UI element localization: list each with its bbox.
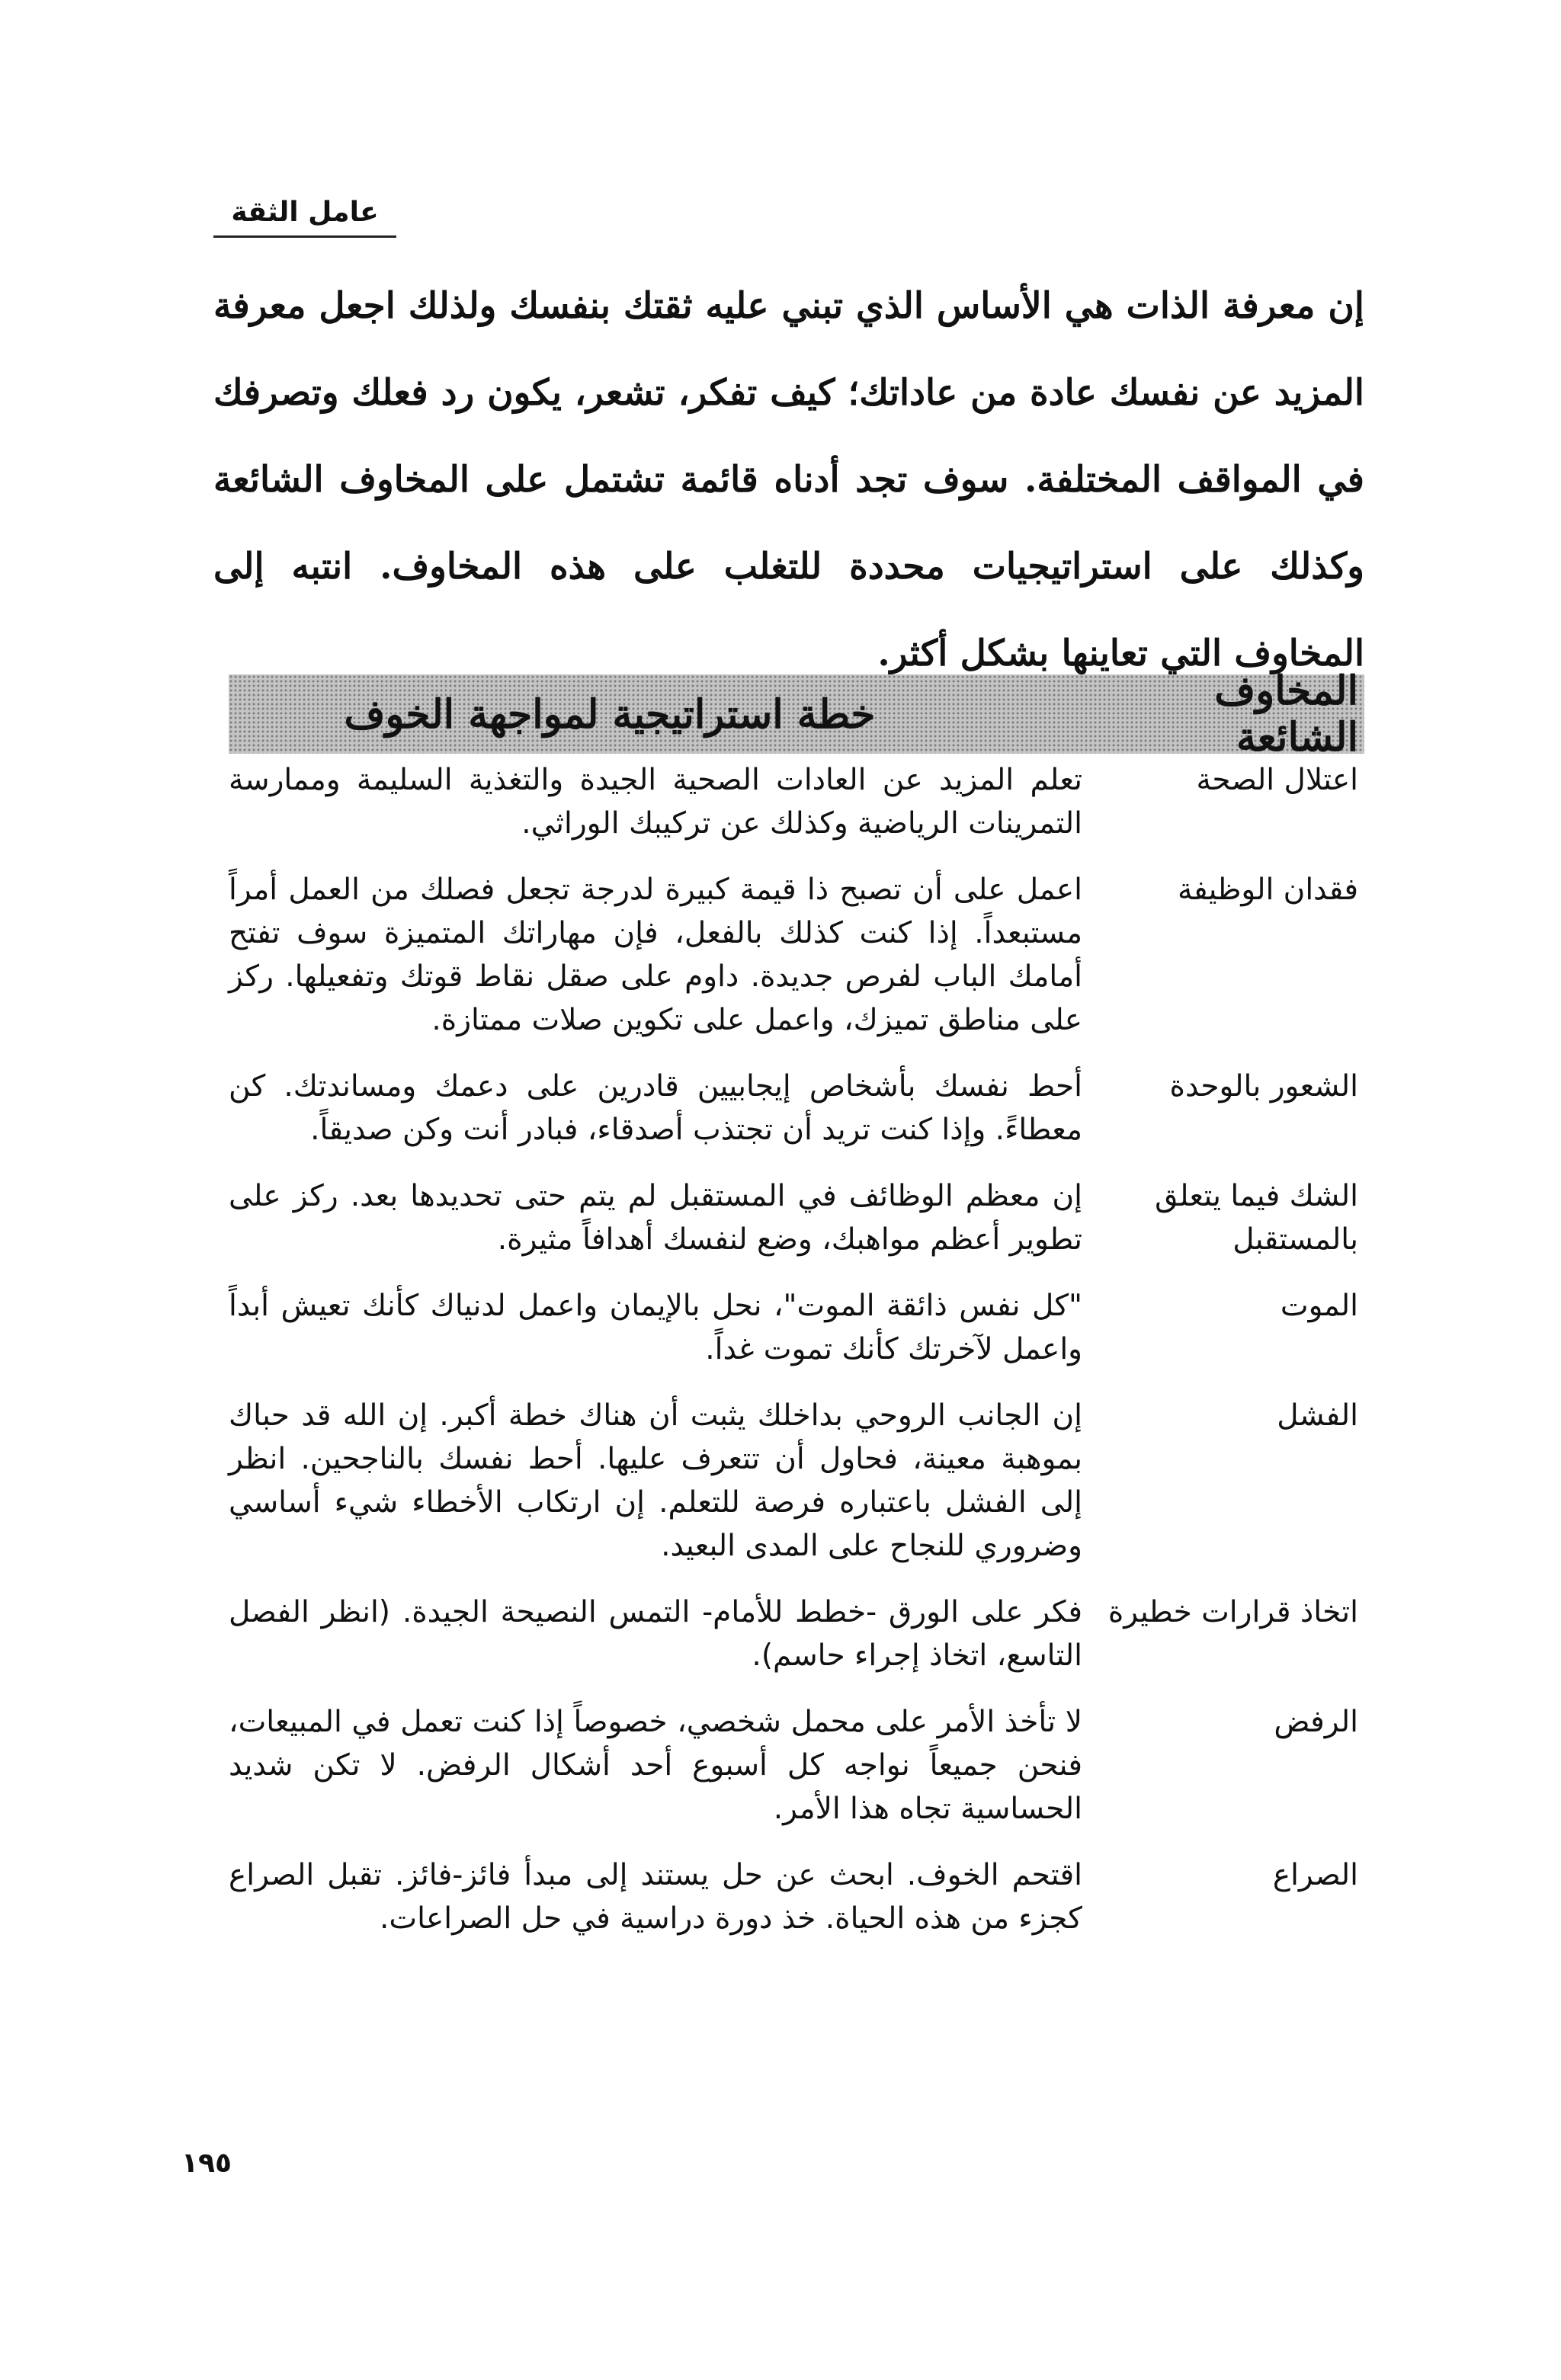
fear-cell: اتخاذ قرارات خطيرة	[1107, 1595, 1358, 1629]
header-common-fears: المخاوف الشائعة	[1214, 668, 1358, 761]
fear-cell: الرفض	[1274, 1705, 1358, 1739]
plan-cell: اقتحم الخوف. ابحث عن حل يستند إلى مبدأ فائز-فائز. تقبل الصراع كجزء من هذه الحياة. خذ دورة دراسية في حل الصراعات.	[229, 1858, 1082, 1936]
plan-cell: "كل نفس ذائقة الموت"، نحل بالإيمان واعمل لدنياك كأنك تعيش أبداً واعمل لآخرتك كأنك تموت غداً.	[229, 1289, 1082, 1366]
intro-paragraph: إن معرفة الذات هي الأساس الذي تبني عليه ثقتك بنفسك ولذلك اجعل معرفة المزيد عن نفسك عادة من عاداتك؛ كيف تفكر، تشعر، يكون رد فعلك وتصرفك في المواقف المختلفة. سوف تجد أدناه قائمة تشتمل على المخاوف الشائعة وكذلك على استراتيجيات محددة للتغلب على هذه المخاوف. انتبه إلى المخاوف التي تعاينها بشكل أكثر.	[213, 285, 1364, 674]
fear-cell: الشك فيما يتعلق بالمستقبل	[1155, 1179, 1358, 1257]
table-row	[229, 1065, 1364, 1152]
plan-cell: إن الجانب الروحي بداخلك يثبت أن هناك خطة أكبر. إن الله قد حباك بموهبة معينة، فحاول أن تتعرف عليها. أحط نفسك بالناجحين. انظر إلى الفشل باعتباره فرصة للتعلم. إن ارتكاب الأخطاء شيء أساسي وضروري للنجاح على المدى البعيد.	[229, 1398, 1082, 1563]
page-number: ١٩٥	[181, 2148, 232, 2179]
fears-strategy-table	[229, 668, 1364, 1963]
fear-cell: اعتلال الصحة	[1196, 763, 1358, 797]
table-header	[229, 668, 1364, 761]
fear-cell: الصراع	[1272, 1858, 1358, 1892]
plan-cell: إن معظم الوظائف في المستقبل لم يتم حتى تحديدها بعد. ركز على تطوير أعظم مواهبك، وضع لنفسك أهدافاً مثيرة.	[229, 1179, 1082, 1257]
running-header: عامل الثقة	[213, 197, 396, 238]
header-strategic-plan: خطة استراتيجية لمواجهة الخوف	[344, 690, 876, 738]
plan-cell: تعلم المزيد عن العادات الصحية الجيدة والتغذية السليمة وممارسة التمرينات الرياضية وكذلك عن تركيبك الوراثي.	[229, 763, 1082, 841]
table-row	[229, 1284, 1364, 1371]
table-row	[229, 1590, 1364, 1677]
plan-cell: لا تأخذ الأمر على محمل شخصي، خصوصاً إذا كنت تعمل في المبيعات، فنحن جميعاً نواجه كل أسبوع أحد أشكال الرفض. لا تكن شديد الحساسية تجاه هذا الأمر.	[229, 1705, 1082, 1826]
fear-cell: فقدان الوظيفة	[1177, 873, 1358, 907]
table-row	[229, 1853, 1364, 1940]
table-row	[229, 1700, 1364, 1831]
table-row	[229, 1174, 1364, 1261]
plan-cell: فكر على الورق -خطط للأمام- التمس النصيحة الجيدة. (انظر الفصل التاسع، اتخاذ إجراء حاسم).	[229, 1595, 1082, 1673]
fear-cell: الموت	[1280, 1289, 1358, 1323]
table-row	[229, 868, 1364, 1042]
table-row	[229, 1394, 1364, 1568]
fear-cell: الشعور بالوحدة	[1169, 1069, 1358, 1104]
fear-cell: الفشل	[1277, 1398, 1358, 1433]
plan-cell: أحط نفسك بأشخاص إيجابيين قادرين على دعمك ومساندتك. كن معطاءً. وإذا كنت تريد أن تجتذب أصدقاء، فبادر أنت وكن صديقاً.	[229, 1069, 1082, 1147]
plan-cell: اعمل على أن تصبح ذا قيمة كبيرة لدرجة تجعل فصلك من العمل أمراً مستبعداً. إذا كنت كذلك بالفعل، فإن مهاراتك المتميزة سوف تفتح أمامك الباب لفرص جديدة. داوم على صقل نقاط قوتك وتفعيلها. ركز على مناطق تميزك، واعمل على تكوين صلات ممتازة.	[229, 873, 1082, 1037]
table-row	[229, 758, 1364, 845]
